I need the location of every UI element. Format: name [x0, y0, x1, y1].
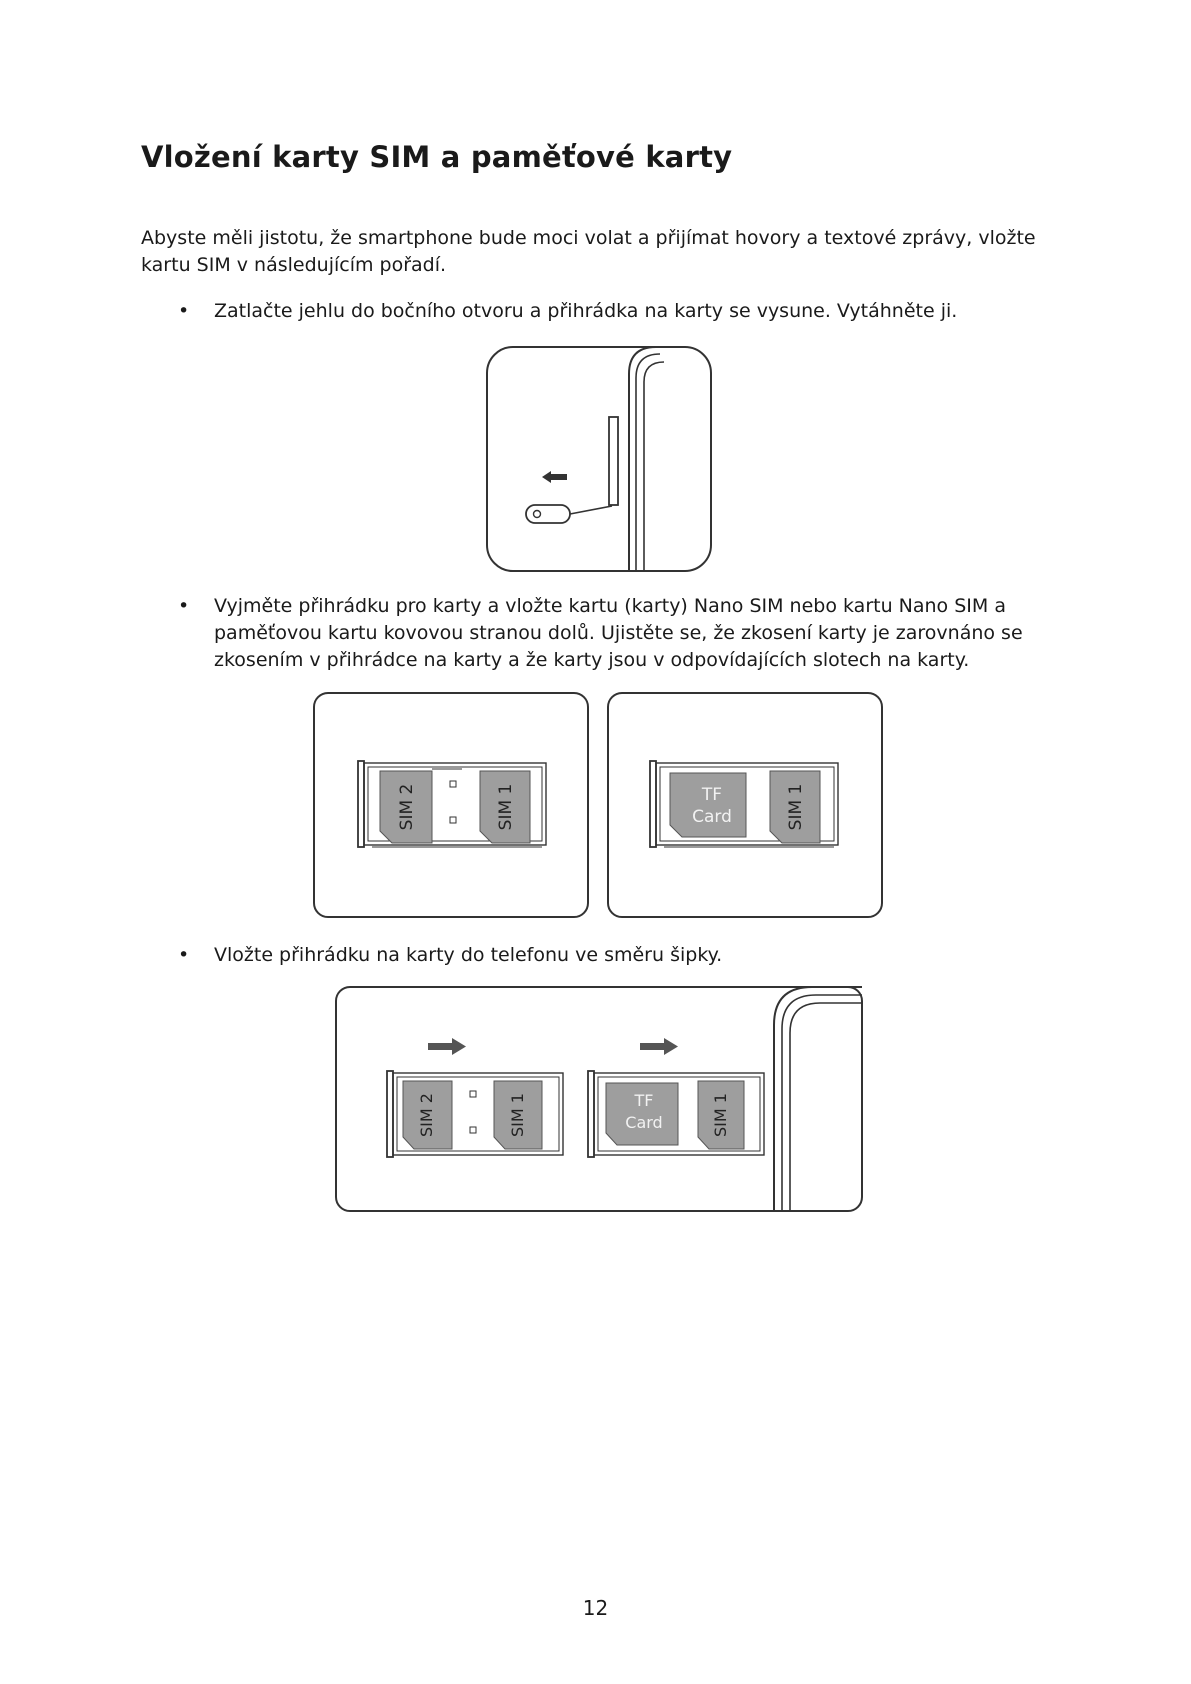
bullet-marker: •: [178, 300, 190, 322]
bullet-marker: •: [178, 595, 190, 617]
sim-1-label: SIM 1: [711, 1093, 730, 1137]
card-label: Card: [625, 1113, 663, 1132]
sim-1-label: SIM 1: [786, 783, 806, 831]
step-3-text: Vložte přihrádku na karty do telefonu ve směru šipky.: [214, 944, 723, 966]
card-label: Card: [692, 807, 732, 827]
sim-2-card: [403, 1081, 452, 1149]
intro-paragraph: Abyste měli jistotu, že smartphone bude moci volat a přijímat hovory a textové zprávy, vložte kartu SIM v následujícím pořadí.: [141, 227, 1036, 276]
figure-frame: [314, 693, 588, 917]
step-2-text: Vyjměte přihrádku pro karty a vložte kartu (karty) Nano SIM nebo kartu Nano SIM a paměťovou kartu kovovou stranou dolů. Ujistěte se, že zkosení karty je zarovnáno se zkosením v přihrádce na karty a že karty jsou v odpovídajících slotech na karty.: [214, 595, 1023, 671]
tf-label: TF: [701, 785, 723, 805]
figure-insert-tray: [334, 985, 864, 1213]
sim-1-card: [698, 1081, 744, 1149]
figure-eject-tray: [484, 344, 714, 574]
figure-tray-dual-sim: [312, 691, 590, 919]
step-1-text: Zatlačte jehlu do bočního otvoru a přihrádka na karty se vysune. Vytáhněte ji.: [214, 300, 958, 322]
sim-1-label: SIM 1: [496, 783, 516, 831]
sim-2-card: [380, 771, 432, 843]
figure-frame: [487, 347, 711, 571]
sim-2-label: SIM 2: [417, 1093, 436, 1137]
sim-1-card: [494, 1081, 542, 1149]
sim-2-label: SIM 2: [397, 783, 417, 831]
sim-1-label: SIM 1: [508, 1093, 527, 1137]
figure-tray-sim-tf: [606, 691, 884, 919]
page-title: Vložení karty SIM a paměťové karty: [141, 140, 733, 174]
page-number: 12: [582, 1596, 609, 1620]
sim-1-card: [770, 771, 820, 843]
tf-label: TF: [634, 1091, 654, 1110]
tf-card: [606, 1083, 678, 1145]
bullet-marker: •: [178, 944, 190, 966]
sim-1-card: [480, 771, 530, 843]
tf-card: [670, 773, 746, 837]
